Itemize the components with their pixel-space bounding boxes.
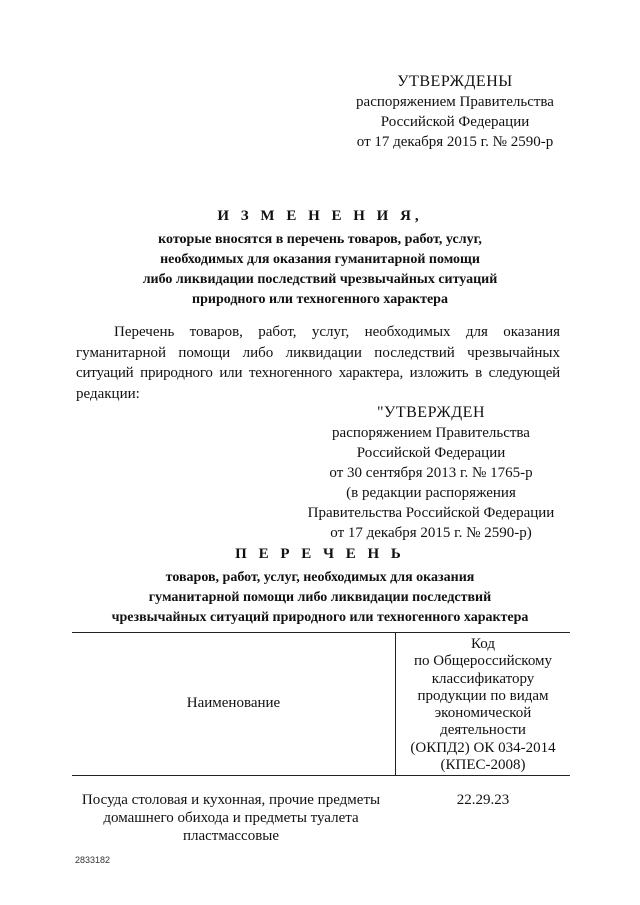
approval-line: от 30 сентября 2013 г. № 1765-р xyxy=(329,465,533,481)
list-subtitle xyxy=(40,568,600,628)
header-code-line: деятельности xyxy=(440,722,526,739)
header-code-line: (ОКПД2) ОК 034-2014 xyxy=(410,739,556,756)
approval-line: от 17 декабря 2015 г. № 2590-р xyxy=(356,134,554,150)
changes-title: И З М Е Н Е Н И Я, xyxy=(217,208,423,224)
paragraph-line: редакции: xyxy=(76,385,140,402)
subtitle-line: гуманитарной помощи либо ликвидации последствий xyxy=(148,590,492,605)
table-header-name xyxy=(72,694,395,713)
header-code-line: продукции по видам xyxy=(417,687,549,704)
paragraph-line: ситуаций природного или техногенного характера, изложить в следующей xyxy=(76,365,560,381)
paragraph-line: Перечень товаров, работ, услуг, необходимых для оказания xyxy=(114,324,560,340)
subtitle-line: необходимых для оказания гуманитарной помощи xyxy=(160,252,480,267)
subtitle-line: товаров, работ, услуг, необходимых для оказания xyxy=(165,570,475,585)
approval-line: Российской Федерации xyxy=(356,445,506,461)
approval-line: Российской Федерации xyxy=(380,114,530,130)
row-code-value: 22.29.23 xyxy=(456,792,510,808)
row-name-line: Посуда столовая и кухонная, прочие предметы xyxy=(81,792,381,808)
paragraph-line: гуманитарной помощи либо ликвидации последствий чрезвычайных xyxy=(76,344,560,361)
approval-block-top xyxy=(335,72,575,152)
approval-heading: УТВЕРЖДЕНЫ xyxy=(397,73,513,90)
subtitle-line: либо ликвидации последствий чрезвычайных ситуаций xyxy=(142,272,498,287)
approval-block-inner xyxy=(300,403,562,543)
table-row-name xyxy=(72,791,390,845)
header-name-label: Наименование xyxy=(186,695,281,711)
row-name-line: домашнего обихода и предметы туалета xyxy=(103,810,359,826)
table-header-rule xyxy=(72,775,570,776)
header-code-line: экономической xyxy=(434,705,532,722)
document-number: 2833182 xyxy=(75,855,111,865)
header-code-line: по Общероссийскому xyxy=(413,653,553,670)
changes-subtitle xyxy=(60,230,580,310)
subtitle-line: чрезвычайных ситуаций природного или техногенного характера xyxy=(111,610,529,625)
list-title: П Е Р Е Ч Е Н Ь xyxy=(235,546,405,562)
subtitle-line: которые вносятся в перечень товаров, работ, услуг, xyxy=(158,232,482,247)
table-header-code xyxy=(396,636,570,774)
approval-line: Правительства Российской Федерации xyxy=(307,505,555,521)
header-code-line: (КПЕС-2008) xyxy=(440,757,526,774)
approval-line: распоряжением Правительства xyxy=(332,425,530,441)
header-code-line: классификатору xyxy=(431,670,535,687)
subtitle-line: природного или техногенного характера xyxy=(192,292,448,307)
row-name-line: пластмассовые xyxy=(182,828,280,844)
table-top-rule xyxy=(72,632,570,633)
approval-line: распоряжением Правительства xyxy=(356,94,554,110)
table-row-code xyxy=(396,791,570,809)
header-code-line: Код xyxy=(471,636,495,652)
changes-paragraph xyxy=(76,322,560,404)
approval-heading: "УТВЕРЖДЕН xyxy=(377,404,485,421)
approval-line: (в редакции распоряжения xyxy=(346,485,516,501)
approval-line: от 17 декабря 2015 г. № 2590-р) xyxy=(330,525,532,541)
